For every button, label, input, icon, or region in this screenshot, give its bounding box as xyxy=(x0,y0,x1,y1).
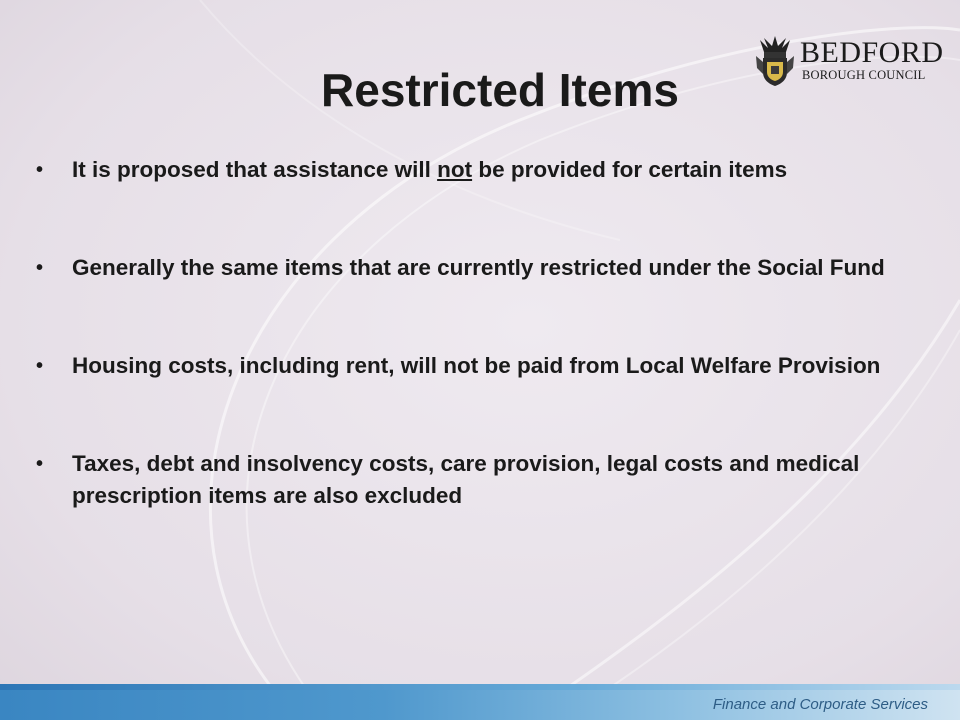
bullet-icon: • xyxy=(36,159,44,181)
bullet-text-after: be provided for certain items xyxy=(472,157,788,182)
bullet-text: Housing costs, including rent, will not be paid from Local Welfare Provision xyxy=(72,353,881,378)
bullet-text-emphasis: not xyxy=(437,157,473,182)
logo-text-borough-council: BOROUGH COUNCIL xyxy=(802,68,926,82)
logo-text-bedford: BEDFORD xyxy=(800,36,944,69)
slide-title: Restricted Items xyxy=(321,64,679,116)
bullet-item xyxy=(30,448,930,512)
bullet-icon: • xyxy=(36,453,44,475)
bullet-text: Taxes, debt and insolvency costs, care provision, legal costs and medical prescription items are also excluded xyxy=(72,451,860,508)
bullet-list xyxy=(30,154,930,578)
bullet-text: Generally the same items that are currently restricted under the Social Fund xyxy=(72,255,885,280)
bullet-text-before: It is proposed that assistance will xyxy=(72,157,438,182)
bullet-icon: • xyxy=(36,355,44,377)
footer-bar xyxy=(0,684,960,720)
bullet-item xyxy=(30,154,930,186)
bullet-item xyxy=(30,350,930,382)
bullet-item xyxy=(30,252,930,284)
bullet-icon: • xyxy=(36,257,44,279)
footer-text: Finance and Corporate Services xyxy=(712,696,928,713)
